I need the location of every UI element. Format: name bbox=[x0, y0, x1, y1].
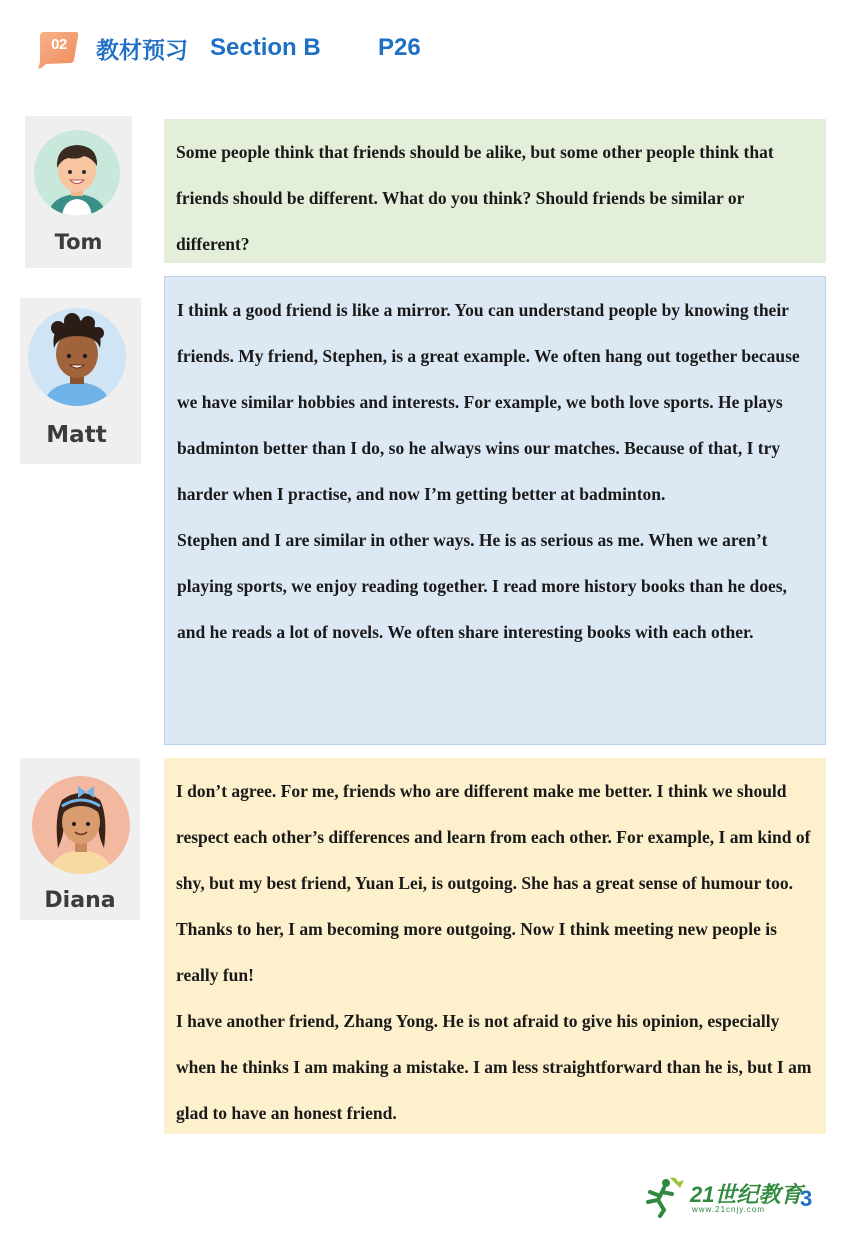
boy-face-icon bbox=[34, 130, 120, 216]
dialogue-text-diana-1: I don’t agree. For me, friends who are different make me better. I think we should respect each other’s differences and learn from each other. For example, I am kind of shy, but my best friend, Yuan Lei, is outgoing. She has a great sense of humour too. Thanks to her, I am becoming more outgoing. Now I think meeting new people is really fun! bbox=[176, 781, 811, 985]
page-number: 3 bbox=[800, 1186, 813, 1211]
page-reference: P26 bbox=[378, 34, 421, 61]
avatar-card-diana bbox=[20, 758, 140, 920]
section-badge bbox=[36, 30, 80, 70]
page-title-chinese: 教材预习 bbox=[96, 38, 188, 64]
running-man-icon bbox=[640, 1174, 690, 1218]
publisher-logo bbox=[640, 1172, 803, 1220]
girl-face-icon bbox=[32, 776, 130, 874]
boy-face-icon bbox=[28, 308, 126, 406]
dialogue-text-diana-2: I have another friend, Zhang Yong. He is not afraid to give his opinion, especially when he thinks I am making a mistake. I am less straightforward than he is, but I am glad to have an honest friend. bbox=[176, 1011, 812, 1123]
avatar-card-matt bbox=[20, 298, 141, 464]
avatar-tom bbox=[34, 130, 120, 216]
avatar-matt bbox=[28, 308, 126, 406]
avatar-card-tom bbox=[25, 116, 132, 268]
speaker-name-matt: Matt bbox=[46, 422, 107, 448]
dialogue-text-matt-1: I think a good friend is like a mirror. You can understand people by knowing their friends. My friend, Stephen, is a great example. We often hang out together because we have similar hobbies and interests. For example, we both love sports. He plays badminton better than I do, so he always wins our matches. Because of that, I try harder when I practise, and now I’m getting better at badminton. bbox=[177, 300, 800, 504]
dialogue-text-matt-2: Stephen and I are similar in other ways. He is as serious as me. When we aren’t playing sports, we enjoy reading together. I read more history books than he does, and he reads a lot of novels. We often share interesting books with each other. bbox=[177, 530, 787, 642]
logo-url: www.21cnjy.com bbox=[692, 1205, 765, 1214]
speaker-name-diana: Diana bbox=[44, 888, 116, 913]
dialogue-bubble-matt bbox=[164, 276, 826, 745]
avatar-diana bbox=[32, 776, 130, 874]
dialogue-bubble-tom bbox=[164, 119, 826, 263]
section-label: Section B bbox=[210, 34, 321, 61]
speaker-name-tom: Tom bbox=[54, 230, 103, 254]
dialogue-text-tom: Some people think that friends should be alike, but some other people think that friends should be different. What do you think? Should friends be similar or different? bbox=[176, 142, 774, 254]
dialogue-bubble-diana bbox=[164, 758, 826, 1134]
badge-number: 02 bbox=[51, 36, 67, 53]
logo-text: 21世纪教育 bbox=[690, 1182, 803, 1207]
